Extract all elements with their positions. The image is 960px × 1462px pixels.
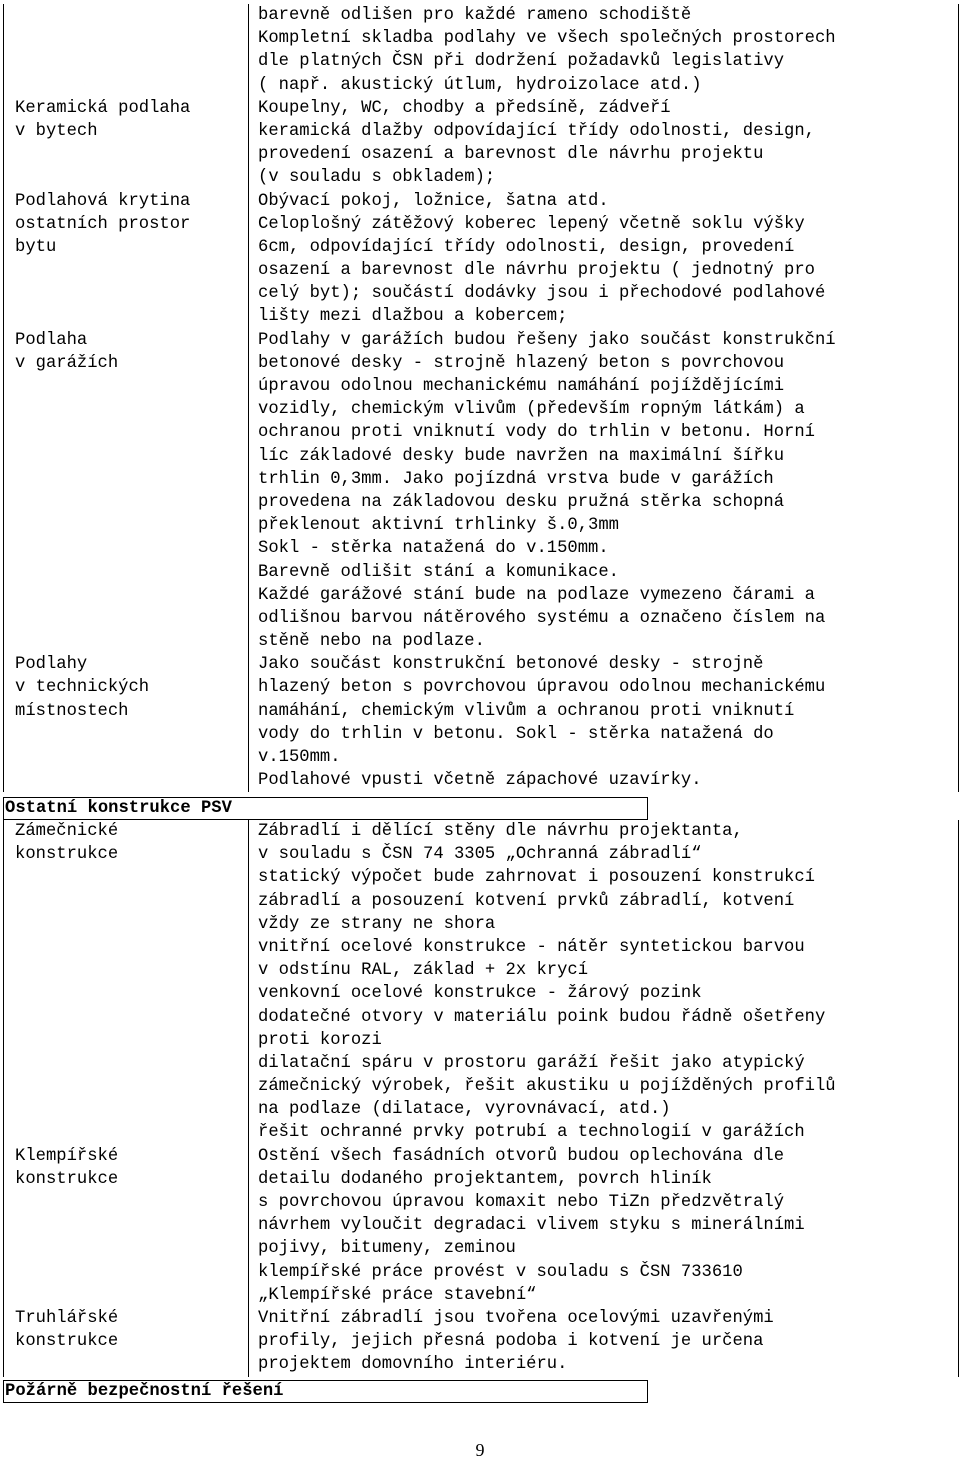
text-line: proti korozi (258, 1030, 382, 1050)
text-line: v.150mm. (258, 748, 341, 767)
row-content (249, 1145, 958, 1307)
table-row (4, 653, 958, 792)
label-line: konstrukce (15, 1332, 119, 1352)
text-line: na podlaze (dilatace, vyrovnávací, atd.) (258, 1100, 671, 1120)
text-line: stěně nebo na podlaze. (258, 632, 485, 652)
text-line: Sokl - stěrka natažená do v.150mm. (258, 539, 609, 559)
table-row (4, 820, 958, 1145)
text-line: odlišnou barvou nátěrového systému a označeno číslem na (258, 608, 826, 628)
psv-spec-table (3, 820, 959, 1377)
table-row (4, 4, 958, 97)
text-line: pojivy, bitumeny, zeminou (258, 1239, 516, 1259)
text-line: Koupelny, WC, chodby a předsíně, zádveří (258, 98, 671, 118)
text-line: Jako součást konstrukční betonové desky - strojně (258, 655, 764, 675)
text-line: ochranou proti vniknutí vody do trhlin v betonu. Horní (258, 423, 815, 443)
text-line: Kompletní skladba podlahy ve všech společných prostorech (258, 29, 836, 49)
label-line: konstrukce (15, 1169, 119, 1189)
text-line: s povrchovou úpravou komaxit nebo TiZn předzvětralý (258, 1193, 785, 1212)
row-label (4, 329, 249, 654)
section-heading-fire-safety (3, 1380, 648, 1403)
section-heading-psv (3, 797, 648, 820)
text-line: dodatečné otvory v materiálu poink budou řádně ošetřeny (258, 1007, 826, 1027)
label-line: místnostech (15, 701, 129, 721)
text-line: v odstínu RAL, základ + 2x krycí (258, 961, 589, 981)
text-line: hlazený beton s povrchovou úpravou odolnou mechanickému (258, 678, 826, 698)
label-line: bytu (15, 237, 57, 257)
text-line: klempířské práce provést v souladu s ČSN 733610 (258, 1262, 743, 1282)
row-content (249, 190, 958, 329)
row-label (4, 820, 249, 1145)
text-line: vozidly, chemickým vlivům (především ropným látkám) a (258, 400, 805, 420)
label-line: konstrukce (15, 845, 119, 865)
text-line: Ostění všech fasádních otvorů budou oplechována dle (258, 1146, 785, 1166)
text-line: Celoplošný zátěžový koberec lepený včetně soklu výšky (258, 214, 805, 234)
table-row (4, 1145, 958, 1307)
text-line: v souladu s ČSN 74 3305 „Ochranná zábradlí“ (258, 845, 702, 865)
text-line: detailu dodaného projektantem, povrch hliník (258, 1169, 712, 1189)
row-label (4, 97, 249, 190)
label-line: Keramická podlaha (15, 98, 191, 118)
text-line: Barevně odlišit stání a komunikace. (258, 562, 619, 582)
text-line: úpravou odolnou mechanickému namáhání pojíždějícími (258, 377, 785, 396)
table-row (4, 1307, 958, 1377)
row-content (249, 97, 958, 190)
text-line: řešit ochranné prvky potrubí a technologií v garážích (258, 1123, 805, 1143)
table-row (4, 329, 958, 654)
label-line: v bytech (15, 121, 98, 141)
page-number: 9 (475, 1440, 485, 1460)
text-line: celý byt); součástí dodávky jsou i přechodové podlahové (258, 284, 826, 304)
text-line: dilatační spáru v prostoru garáží řešit jako atypický (258, 1053, 805, 1073)
text-line: statický výpočet bude zahrnovat i posouzení konstrukcí (258, 868, 815, 888)
row-label (4, 4, 249, 97)
row-content (249, 329, 958, 654)
text-line: osazení a barevnost dle návrhu projektu ( jednotný pro (258, 261, 815, 281)
row-content (249, 1307, 958, 1377)
text-line: zámečnický výrobek, řešit akustiku u pojížděných profilů (258, 1077, 836, 1097)
table-row (4, 190, 958, 329)
text-line: Každé garážové stání bude na podlaze vymezeno čárami a (258, 585, 815, 605)
text-line: vody do trhlin v betonu. Sokl - stěrka natažená do (258, 724, 774, 744)
text-line: betonové desky - strojně hlazený beton s povrchovou (258, 353, 785, 373)
text-line: projektem domovního interiéru. (258, 1355, 568, 1375)
table-row (4, 97, 958, 190)
text-line: zábradlí a posouzení kotvení prvků zábradlí, kotvení (258, 891, 795, 911)
text-line: dle platných ČSN při dodržení požadavků legislativy (258, 52, 785, 72)
text-line: namáhání, chemickým vlivům a ochranou proti vniknutí (258, 701, 795, 721)
text-line: barevně odlišen pro každé rameno schodiště (258, 6, 692, 25)
text-line: Podlahy v garážích budou řešeny jako součást konstrukční (258, 330, 836, 350)
label-line: Zámečnické (15, 822, 119, 841)
text-line: návrhem vyloučit degradaci vlivem styku s minerálními (258, 1216, 805, 1236)
text-line: 6cm, odpovídající třídy odolnosti, design, provedení (258, 237, 795, 257)
text-line: venkovní ocelové konstrukce - žárový pozink (258, 984, 702, 1004)
row-label (4, 190, 249, 329)
text-line: Zábradlí i dělící stěny dle návrhu projektanta, (258, 822, 743, 841)
label-line: Podlahová krytina (15, 191, 191, 211)
row-label (4, 653, 249, 792)
label-line: v technických (15, 678, 150, 698)
text-line: líc základové desky bude navržen na maximální šířku (258, 446, 785, 466)
text-line: provedena na základovou desku pružná stěrka schopná (258, 492, 785, 512)
text-line: trhlin 0,3mm. Jako pojízdná vrstva bude v garážích (258, 469, 774, 489)
text-line: profily, jejich přesná podoba i kotvení je určena (258, 1332, 764, 1352)
row-content (249, 653, 958, 792)
text-line: lišty mezi dlažbou a kobercem; (258, 307, 568, 327)
label-line: Klempířské (15, 1146, 119, 1166)
text-line: provedení osazení a barevnost dle návrhu projektu (258, 145, 764, 165)
text-line: vždy ze strany ne shora (258, 914, 496, 934)
label-line: Podlahy (15, 655, 88, 675)
text-line: překlenout aktivní trhlinky š.0,3mm (258, 516, 619, 536)
label-line: Truhlářské (15, 1308, 119, 1328)
row-content (249, 820, 958, 1145)
text-line: Obývací pokoj, ložnice, šatna atd. (258, 191, 609, 211)
floor-spec-table (3, 4, 959, 792)
text-line: Vnitřní zábradlí jsou tvořena ocelovými uzavřenými (258, 1308, 774, 1328)
row-label (4, 1145, 249, 1307)
label-line: ostatních prostor (15, 214, 191, 234)
row-content (249, 4, 958, 97)
text-line: „Klempířské práce stavební“ (258, 1285, 537, 1305)
label-line: v garážích (15, 353, 119, 373)
section-title: Požárně bezpečnostní řešení (5, 1382, 284, 1401)
text-line: keramická dlažby odpovídající třídy odolnosti, design, (258, 121, 815, 141)
section-title: Ostatní konstrukce PSV (5, 799, 232, 818)
text-line: Podlahové vpusti včetně zápachové uzavírky. (258, 771, 702, 791)
text-line: (v souladu s obkladem); (258, 168, 496, 188)
label-line: Podlaha (15, 330, 88, 350)
text-line: ( např. akustický útlum, hydroizolace atd.) (258, 75, 702, 95)
row-label (4, 1307, 249, 1377)
text-line: vnitřní ocelové konstrukce - nátěr syntetickou barvou (258, 937, 805, 957)
